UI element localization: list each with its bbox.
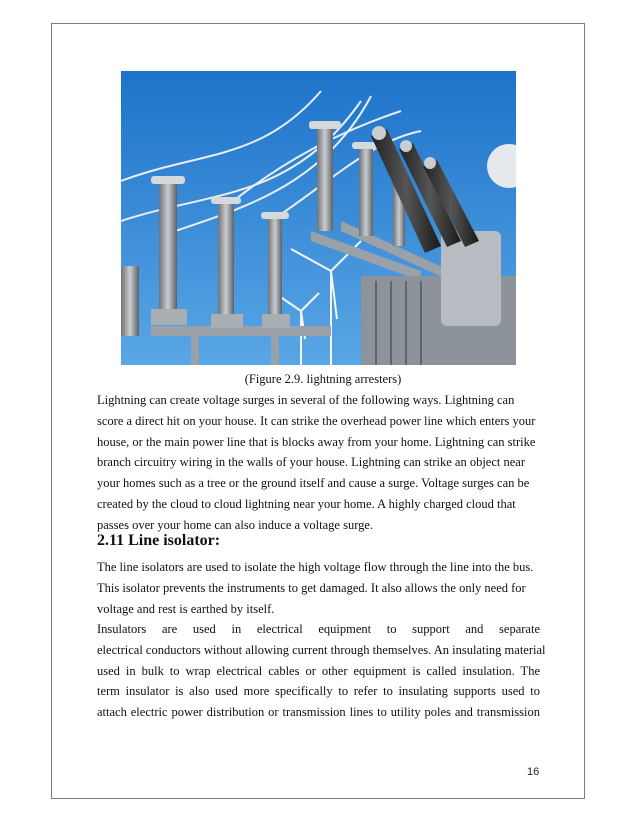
insulators-line: term insulator is also used more specifically to refer to insulating supports used to [97, 684, 540, 699]
insulators-line: used in bulk to wrap electrical cables or other equipment is called insulation. The [97, 663, 540, 678]
page-number: 16 [527, 766, 540, 778]
insulators-line: attach electric power distribution or transmission lines to utility poles and transmission [97, 705, 540, 720]
body-paragraph-lightning-surges: Lightning can create voltage surges in several of the following ways. Lightning can score a direct hit on your house. It can strike the overhead power line which enters your house, or the main power line that is blocks away from your home. Lightning can strike branch circuitry wiring in the walls of your house. Lightning can strike an object near your homes such as a tree or the ground itself and cause a surge. Voltage surges can be created by the cloud to cloud lightning near your home. A highly charged cloud that passes over your home can also induce a voltage surge. [97, 393, 536, 532]
section-heading-line-isolator: 2.11 Line isolator: [97, 532, 221, 549]
figure-caption: (Figure 2.9. lightning arresters) [244, 372, 402, 386]
lightning-arresters-photo [121, 71, 516, 365]
insulators-line: Insulators are used in electrical equipment to support and separate [97, 622, 540, 636]
body-paragraph-insulators [97, 619, 546, 723]
body-paragraph-line-isolators: The line isolators are used to isolate the high voltage flow through the line into the bus. This isolator prevents the instruments to get damaged. It also allows the only need for voltage and rest is earthed by itself. [97, 560, 534, 616]
insulators-line: electrical conductors without allowing current through themselves. An insulating material [97, 642, 546, 657]
